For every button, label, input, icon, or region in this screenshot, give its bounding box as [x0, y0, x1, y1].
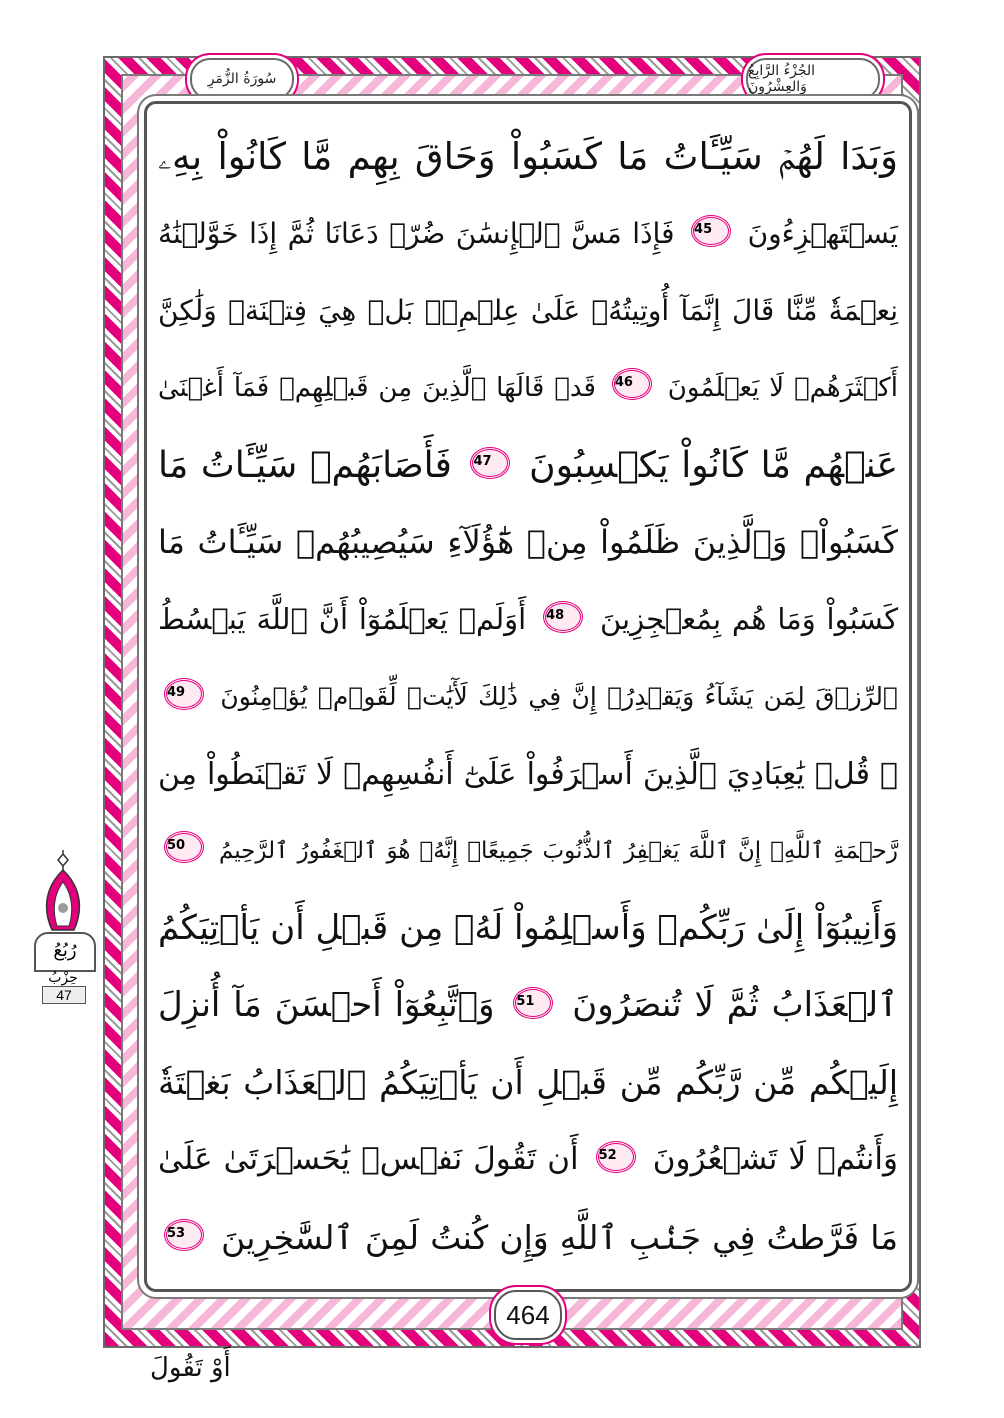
verse-lines: [158, 118, 898, 1276]
surah-name: سُورَةُ الزُّمَرِ: [207, 71, 277, 87]
verse-line: [158, 272, 898, 349]
hizb-label: حِزْبُ: [48, 970, 78, 986]
verse-line: [158, 581, 898, 658]
verse-line: [158, 504, 898, 581]
surah-name-cartouche: [190, 58, 294, 100]
verse-text: رَّحۡمَةِ ٱللَّهِۚ إِنَّ ٱللَّهَ يَغۡفِرُ ٱلذُّنُوبَ جَمِيعًاۚ إِنَّهُۥ هُوَ ٱلۡغَفُورُ ٱلرَّحِيمُ: [218, 837, 898, 864]
verse-line: [158, 427, 898, 504]
verse-line: [158, 813, 898, 890]
ayah-number-marker: 47: [470, 447, 510, 479]
verse-text: كَسَبُواْ وَمَا هُم بِمُعۡجِزِينَ: [599, 602, 899, 637]
ayah-number-marker: 52: [596, 1141, 636, 1173]
juz-name: الجُزْءُ الرَّابِعُ وَالعِشْرُونَ: [748, 63, 816, 95]
verse-text: يَسۡتَهۡزِءُونَ: [747, 217, 899, 251]
ayah-number-marker: 53: [164, 1219, 204, 1251]
verse-text: فَإِذَا مَسَّ ٱلۡإِنسَٰنَ ضُرّٞ دَعَانَا ثُمَّ إِذَا خَوَّلۡنَٰهُ: [158, 217, 675, 251]
verse-text: ٱلۡعَذَابُ ثُمَّ لَا تُنصَرُونَ: [572, 985, 899, 1026]
verse-text: وَأَنِيبُوٓاْ إِلَىٰ رَبِّكُمۡ وَأَسۡلِمُواْ لَهُۥ مِن قَبۡلِ أَن يَأۡتِيَكُمُ: [158, 907, 898, 948]
verse-text: أَكۡثَرَهُمۡ لَا يَعۡلَمُونَ: [667, 372, 899, 403]
verse-text: مَا فَرَّطتُ فِي جَنۢبِ ٱللَّهِ وَإِن كُنتُ لَمِنَ ٱلسَّٰخِرِينَ: [221, 1217, 898, 1257]
juz-name-cartouche: [746, 58, 880, 100]
verse-text: كَسَبُواْۚ وَٱلَّذِينَ ظَلَمُواْ مِنۡ هَٰٓؤُلَآءِ سَيُصِيبُهُمۡ سَيِّـَٔاتُ مَا: [158, 522, 898, 561]
verse-line: [158, 967, 898, 1044]
hizb-quarter-label: رُبُعُ: [34, 932, 96, 972]
catchword: أَوْ تَقُولَ: [150, 1353, 231, 1383]
verse-text: فَأَصَابَهُمۡ سَيِّـَٔاتُ مَا: [158, 444, 452, 486]
verse-text: إِلَيۡكُم مِّن رَّبِّكُم مِّن قَبۡلِ أَن يَأۡتِيَكُمُ ٱلۡعَذَابُ بَغۡتَةٗ: [158, 1063, 898, 1103]
verse-line: [158, 890, 898, 967]
verse-text: أَن تَقُولَ نَفۡسٞ يَٰحَسۡرَتَىٰ عَلَىٰ: [158, 1141, 579, 1178]
verse-text: أَوَلَمۡ يَعۡلَمُوٓاْ أَنَّ ٱللَّهَ يَبۡسُطُ: [158, 602, 527, 637]
verse-line: [158, 1121, 898, 1198]
verse-line: [158, 118, 898, 195]
verse-line: [158, 736, 898, 813]
verse-line: [158, 1044, 898, 1121]
verse-text: ۞ قُلۡ يَٰعِبَادِيَ ٱلَّذِينَ أَسۡرَفُواْ عَلَىٰٓ أَنفُسِهِمۡ لَا تَقۡنَطُواْ مِن: [158, 756, 898, 792]
verse-text: وَبَدَا لَهُمۡ سَيِّـَٔاتُ مَا كَسَبُواْ وَحَاقَ بِهِم مَّا كَانُواْ بِهِۦ: [158, 135, 898, 178]
hizb-marker: [30, 850, 96, 1003]
verse-text: وَٱتَّبِعُوٓاْ أَحۡسَنَ مَآ أُنزِلَ: [158, 985, 495, 1026]
ayah-number-marker: 48: [543, 601, 583, 633]
hizb-ornament-icon: [38, 850, 88, 940]
ayah-number-marker: 49: [164, 678, 204, 710]
verse-text: عَنۡهُم مَّا كَانُواْ يَكۡسِبُونَ: [529, 444, 899, 486]
ayah-number-marker: 50: [164, 831, 204, 863]
ayah-number-marker: 51: [513, 987, 553, 1019]
page-number: 464: [494, 1290, 562, 1340]
hizb-number: 47: [42, 986, 86, 1004]
ayah-number-marker: 46: [612, 368, 652, 400]
verse-line: [158, 195, 898, 272]
verse-text: ٱلرِّزۡقَ لِمَن يَشَآءُ وَيَقۡدِرُۚ إِنَّ فِي ذَٰلِكَ لَأٓيَٰتٖ لِّقَوۡمٖ يُؤۡمِنُونَ: [220, 682, 898, 712]
verse-text: قَدۡ قَالَهَا ٱلَّذِينَ مِن قَبۡلِهِمۡ فَمَآ أَغۡنَىٰ: [158, 372, 596, 403]
verse-line: [158, 350, 898, 427]
verse-text: نِعۡمَةٗ مِّنَّا قَالَ إِنَّمَآ أُوتِيتُهُۥ عَلَىٰ عِلۡمِۭۚ بَلۡ هِيَ فِتۡنَةٞ وَلَٰكِنَّ: [158, 294, 898, 328]
verse-line: [158, 1199, 898, 1276]
verse-line: [158, 658, 898, 735]
ayah-number-marker: 45: [691, 215, 731, 247]
verse-text: وَأَنتُمۡ لَا تَشۡعُرُونَ: [652, 1141, 898, 1178]
